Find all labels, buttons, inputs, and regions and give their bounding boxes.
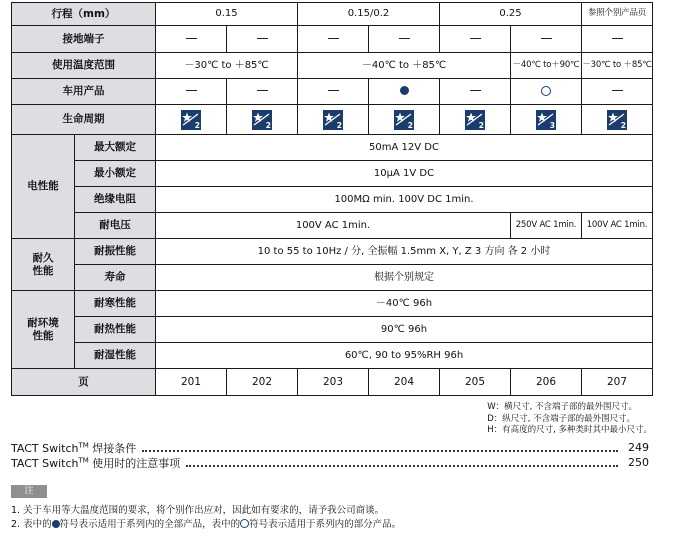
- lifecycle-star-icon: [394, 110, 414, 130]
- dimension-legend: [487, 402, 652, 437]
- lifecycle-star-icon: [607, 110, 627, 130]
- dash-icon: [470, 90, 481, 91]
- min-rating-label: 最小额定: [75, 161, 156, 187]
- humidity-resistance-value: 60℃, 90 to 95%RH 96h: [156, 343, 653, 369]
- dot-leader: [142, 443, 618, 452]
- dash-icon: [328, 90, 339, 91]
- min-rating-value: 10μA 1V DC: [156, 161, 653, 187]
- lifecycle-cell: [298, 105, 369, 135]
- soldering-conditions-link[interactable]: [11, 440, 649, 455]
- temperature-range-label: 使用温度范围: [12, 53, 156, 79]
- ref-title: TACT Switch™ 使用时的注意事项: [11, 455, 181, 470]
- temperature-value: －30℃ to ＋85℃: [582, 53, 653, 79]
- heat-resistance-value: 90℃ 96h: [156, 317, 653, 343]
- automotive-cell: [511, 79, 582, 105]
- automotive-label: 车用产品: [12, 79, 156, 105]
- electrical-performance-group: 电性能: [12, 135, 75, 239]
- lifecycle-label: 生命周期: [12, 105, 156, 135]
- legend-line: W：横尺寸, 不含端子部的最外围尺寸。: [487, 402, 637, 412]
- lifecycle-cell: [156, 105, 227, 135]
- vibration-label: 耐振性能: [75, 239, 156, 265]
- page-link[interactable]: 205: [440, 369, 511, 396]
- temperature-value: －30℃ to ＋85℃: [156, 53, 298, 79]
- svg-text:2: 2: [620, 120, 626, 130]
- insulation-resistance-label: 绝缘电阻: [75, 187, 156, 213]
- humidity-resistance-label: 耐湿性能: [75, 343, 156, 369]
- lifecycle-star-icon: [465, 110, 485, 130]
- automotive-cell: [440, 79, 511, 105]
- page-link[interactable]: 207: [582, 369, 653, 396]
- lifecycle-cell: [227, 105, 298, 135]
- max-rating-label: 最大额定: [75, 135, 156, 161]
- notes-tag: 注: [11, 485, 47, 498]
- life-label: 寿命: [75, 265, 156, 291]
- automotive-cell: [227, 79, 298, 105]
- lifecycle-cell: [369, 105, 440, 135]
- legend-line: D：纵尺寸, 不含端子部的最外围尺寸。: [487, 413, 636, 424]
- svg-text:2: 2: [194, 120, 200, 130]
- dash-icon: [612, 90, 623, 91]
- dash-icon: [186, 90, 197, 91]
- ref-title: TACT Switch™ 焊接条件: [11, 440, 137, 455]
- ground-cell: [298, 26, 369, 53]
- svg-text:2: 2: [407, 120, 413, 130]
- lifecycle-cell: [511, 105, 582, 135]
- heat-resistance-label: 耐热性能: [75, 317, 156, 343]
- filled-circle-icon: [52, 520, 60, 528]
- page-label: 页: [12, 369, 156, 396]
- page-link[interactable]: 201: [156, 369, 227, 396]
- dash-icon: [612, 38, 623, 39]
- stroke-label: 行程（mm）: [12, 3, 156, 26]
- note-2: 2. 表中的 符号表示适用于系列内的全部产品，表中的 符号表示适用于系列内的部分产品。: [11, 519, 402, 530]
- note-1: 1. 关于车用等大温度范围的要求，将个别作出应对，因此如有要求的，请予我公司商谈。: [11, 505, 385, 516]
- insulation-resistance-value: 100MΩ min. 100V DC 1min.: [156, 187, 653, 213]
- dash-icon: [541, 38, 552, 39]
- ground-cell: [511, 26, 582, 53]
- automotive-cell: [156, 79, 227, 105]
- svg-text:2: 2: [265, 120, 271, 130]
- page-link[interactable]: 202: [227, 369, 298, 396]
- environment-group: 耐环境 性能: [12, 291, 75, 369]
- stroke-value: 参照个别产品页: [582, 3, 653, 26]
- page-link[interactable]: 204: [369, 369, 440, 396]
- open-circle-icon: [541, 86, 551, 96]
- open-circle-icon: [240, 519, 249, 528]
- lifecycle-star-icon: [323, 110, 343, 130]
- automotive-cell: [298, 79, 369, 105]
- dash-icon: [257, 90, 268, 91]
- lifecycle-star-icon: [181, 110, 201, 130]
- withstand-voltage-value: 100V AC 1min.: [582, 213, 653, 239]
- lifecycle-star-icon: [252, 110, 272, 130]
- page-link[interactable]: 203: [298, 369, 369, 396]
- stroke-value: 0.25: [440, 3, 582, 26]
- dash-icon: [470, 38, 481, 39]
- stroke-value: 0.15/0.2: [298, 3, 440, 26]
- temperature-value: －40℃ to ＋85℃: [298, 53, 511, 79]
- svg-text:3: 3: [549, 120, 555, 130]
- dash-icon: [257, 38, 268, 39]
- ground-terminal-label: 接地端子: [12, 26, 156, 53]
- spec-table: [11, 2, 653, 396]
- lifecycle-cell: [440, 105, 511, 135]
- withstand-voltage-value: 100V AC 1min.: [156, 213, 511, 239]
- withstand-voltage-value: 250V AC 1min.: [511, 213, 582, 239]
- dash-icon: [186, 38, 197, 39]
- dash-icon: [399, 38, 410, 39]
- max-rating-value: 50mA 12V DC: [156, 135, 653, 161]
- temperature-value: －40℃ to＋90℃: [511, 53, 582, 79]
- ground-cell: [156, 26, 227, 53]
- ground-cell: [582, 26, 653, 53]
- lifecycle-star-icon: [536, 110, 556, 130]
- withstand-voltage-label: 耐电压: [75, 213, 156, 239]
- svg-text:2: 2: [478, 120, 484, 130]
- automotive-cell: [369, 79, 440, 105]
- life-value: 根据个别规定: [156, 265, 653, 291]
- ref-page: 250: [628, 456, 649, 469]
- ref-page: 249: [628, 441, 649, 454]
- svg-text:2: 2: [336, 120, 342, 130]
- cold-resistance-value: －40℃ 96h: [156, 291, 653, 317]
- ground-cell: [227, 26, 298, 53]
- ground-cell: [369, 26, 440, 53]
- legend-line: H：有高度的尺寸, 多种类时其中最小尺寸。: [487, 425, 652, 435]
- ground-cell: [440, 26, 511, 53]
- dash-icon: [328, 38, 339, 39]
- stroke-value: 0.15: [156, 3, 298, 26]
- cold-resistance-label: 耐寒性能: [75, 291, 156, 317]
- dot-leader: [186, 458, 618, 467]
- durability-group: 耐久 性能: [12, 239, 75, 291]
- page-link[interactable]: 206: [511, 369, 582, 396]
- automotive-cell: [582, 79, 653, 105]
- usage-precautions-link[interactable]: [11, 455, 649, 470]
- lifecycle-cell: [582, 105, 653, 135]
- vibration-value: 10 to 55 to 10Hz / 分, 全振幅 1.5mm X, Y, Z 3 方向 各 2 小时: [156, 239, 653, 265]
- filled-circle-icon: [400, 86, 409, 95]
